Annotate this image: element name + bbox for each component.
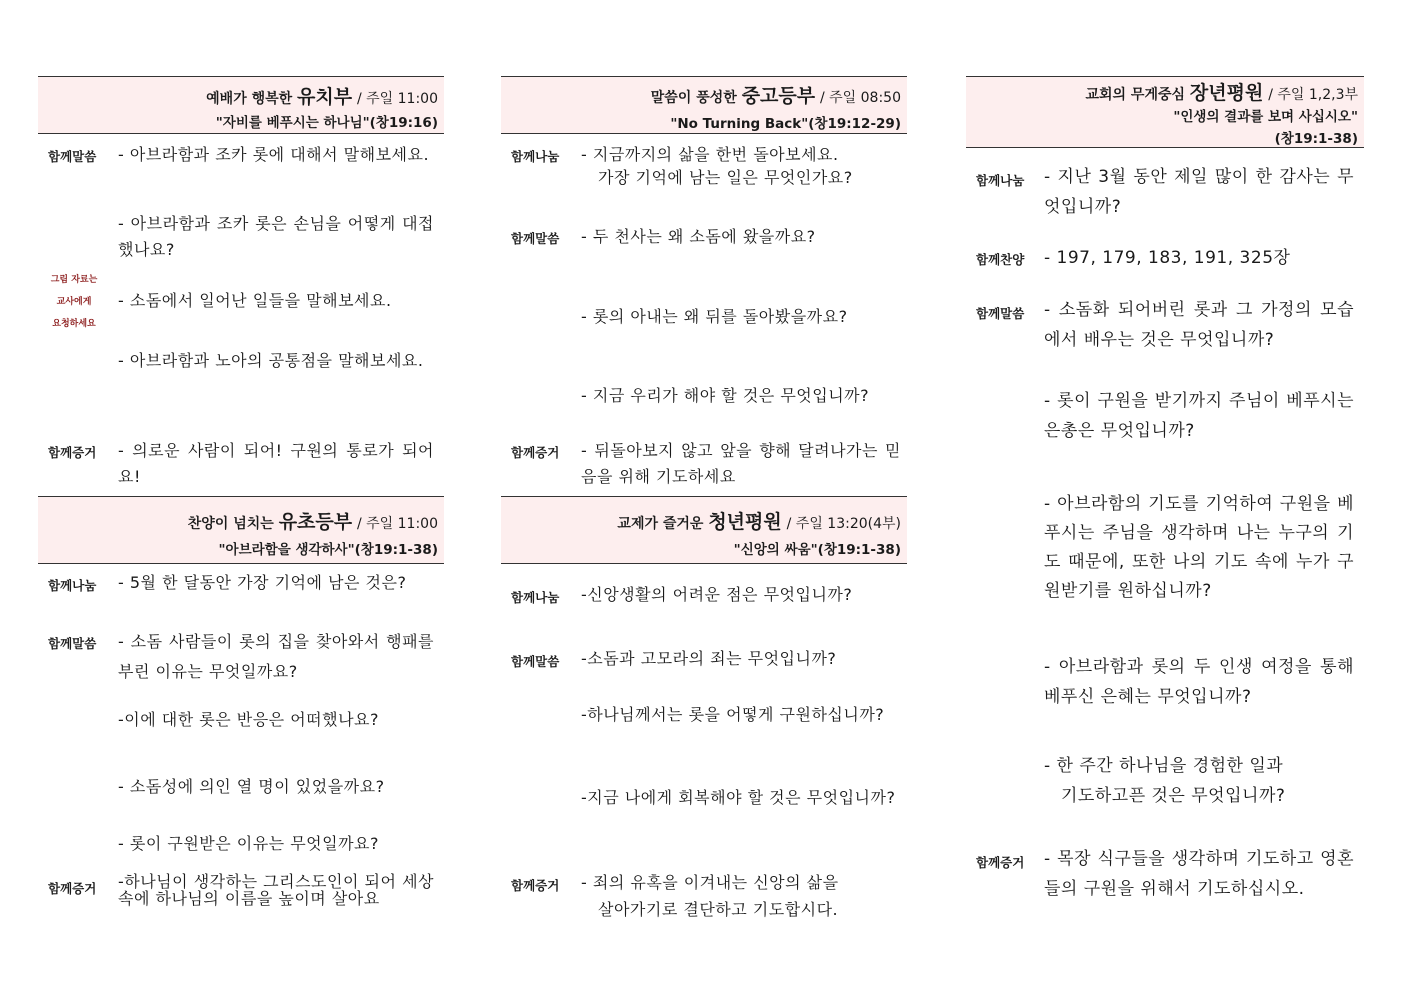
question: - 아브라함과 롯의 두 인생 여정을 통해 베푸신 은혜는 무엇입니까?: [1044, 657, 1354, 707]
dept-name: 장년평원: [1189, 82, 1264, 104]
label-share: 함께나눔: [511, 590, 560, 605]
schedule: / 주일 13:20(4부): [786, 516, 901, 532]
label-share: 함께나눔: [48, 578, 97, 593]
tagline: 말씀이 풍성한: [650, 90, 737, 106]
section-header: [501, 496, 907, 564]
question: 살아가기로 결단하고 기도합시다.: [598, 900, 839, 919]
note-materials: 그림 자료는 교사에게 요청하세요: [50, 275, 98, 329]
label-share: 함께나눔: [511, 149, 560, 164]
label-word: 함께말씀: [511, 231, 560, 246]
section-kindergarten: [38, 76, 444, 491]
question: -하나님이 생각하는 그리스도인이 되어 세상속에 하나님의 이름을 높이며 살아요: [118, 872, 434, 908]
question: - 목장 식구들을 생각하며 기도하고 영혼들의 구원을 위해서 기도하십시오.: [1044, 849, 1354, 899]
label-witness: 함께증거: [48, 881, 97, 896]
question: - 소돔 사람들이 롯의 집을 찾아와서 행패를 부린 이유는 무엇일까요?: [118, 632, 434, 681]
sermon-ref: (창19:1-38): [1274, 131, 1358, 147]
question: -이에 대한 롯은 반응은 어떠했나요?: [118, 710, 379, 729]
question: -소돔과 고모라의 죄는 무엇입니까?: [581, 649, 837, 668]
label-word: 함께말씀: [511, 654, 560, 669]
label-witness: 함께증거: [976, 855, 1025, 870]
sermon-title: "아브라함을 생각하사"(창19:1-38): [218, 542, 438, 558]
schedule: / 주일 11:00: [356, 516, 438, 532]
sermon-title: "인생의 결과를 보며 사십시오": [1173, 109, 1358, 125]
section-header: [501, 76, 907, 134]
section-youth: [501, 496, 907, 936]
section-secondary: [501, 76, 907, 491]
tagline: 예배가 행복한: [206, 91, 293, 107]
question: - 아브라함과 노아의 공통점을 말해보세요.: [118, 351, 424, 370]
question: - 지금까지의 삶을 한번 돌아보세요.: [581, 145, 839, 164]
question: - 소돔에서 일어난 일들을 말해보세요.: [118, 291, 392, 310]
label-word: 함께말씀: [48, 149, 97, 164]
question: - 지난 3월 동안 제일 많이 한 감사는 무엇입니까?: [1044, 167, 1354, 217]
question: - 롯이 구원을 받기까지 주님이 베푸시는 은총은 무엇입니까?: [1044, 391, 1354, 441]
dept-name: 중고등부: [741, 85, 816, 107]
question: - 죄의 유혹을 이겨내는 신앙의 삶을: [581, 873, 839, 892]
tagline: 찬양이 넘치는: [187, 516, 274, 532]
question: - 의로운 사람이 되어! 구원의 통로가 되어요!: [118, 441, 434, 486]
schedule: / 주일 1,2,3부: [1268, 87, 1358, 103]
hymn-numbers: - 197, 179, 183, 191, 325장: [1044, 248, 1291, 268]
question: - 롯이 구원받은 이유는 무엇일까요?: [118, 834, 379, 853]
label-witness: 함께증거: [511, 445, 560, 460]
schedule: / 주일 11:00: [356, 91, 438, 107]
question: -하나님께서는 롯을 어떻게 구원하십니까?: [581, 705, 885, 724]
question: - 소돔화 되어버린 롯과 그 가정의 모습에서 배우는 것은 무엇입니까?: [1044, 300, 1354, 350]
label-witness: 함께증거: [511, 878, 560, 893]
label-word: 함께말씀: [976, 306, 1025, 321]
question: -지금 나에게 회복해야 할 것은 무엇입니까?: [581, 788, 896, 807]
tagline: 교회의 무게중심: [1085, 87, 1186, 103]
sermon-title: "신앙의 싸움"(창19:1-38): [733, 542, 901, 558]
dept-name: 유치부: [297, 86, 353, 108]
dept-name: 유초등부: [278, 511, 353, 533]
section-elementary: [38, 496, 444, 936]
question: - 뒤돌아보지 않고 앞을 향해 달려나가는 믿음을 위해 기도하세요: [581, 441, 901, 486]
sermon-title: "No Turning Back"(창19:12-29): [670, 116, 901, 132]
label-share: 함께나눔: [976, 173, 1025, 188]
label-word: 함께말씀: [48, 636, 97, 651]
question: 기도하고픈 것은 무엇입니까?: [1061, 786, 1286, 806]
question: - 한 주간 하나님을 경험한 일과: [1044, 756, 1284, 776]
question: - 두 천사는 왜 소돔에 왔을까요?: [581, 227, 816, 246]
tagline: 교제가 즐거운: [617, 516, 704, 532]
question: - 소돔성에 의인 열 명이 있었을까요?: [118, 777, 385, 796]
label-witness: 함께증거: [48, 445, 97, 460]
section-adult: [966, 76, 1364, 946]
schedule: / 주일 08:50: [819, 90, 901, 106]
question: - 아브라함의 기도를 기억하여 구원을 베푸시는 주님을 생각하며 나는 누구의 기도 때문에, 또한 나의 기도 속에 누가 구원받기를 원하십니까?: [1044, 494, 1354, 601]
label-praise: 함께찬양: [976, 252, 1025, 267]
question: -신앙생활의 어려운 점은 무엇입니까?: [581, 585, 853, 604]
sermon-title: "자비를 베푸시는 하나님"(창19:16): [215, 115, 438, 131]
dept-name: 청년평원: [708, 511, 782, 533]
section-header: [966, 76, 1364, 148]
section-header: [38, 76, 444, 134]
question: - 5월 한 달동안 가장 기억에 남은 것은?: [118, 573, 407, 592]
question: - 아브라함과 조카 롯은 손님을 어떻게 대접했나요?: [118, 214, 434, 259]
question: - 아브라함과 조카 롯에 대해서 말해보세요.: [118, 145, 430, 164]
section-header: [38, 496, 444, 564]
question: - 지금 우리가 해야 할 것은 무엇입니까?: [581, 386, 870, 405]
question: - 롯의 아내는 왜 뒤를 돌아봤을까요?: [581, 307, 848, 326]
question: 가장 기억에 남는 일은 무엇인가요?: [598, 168, 853, 187]
